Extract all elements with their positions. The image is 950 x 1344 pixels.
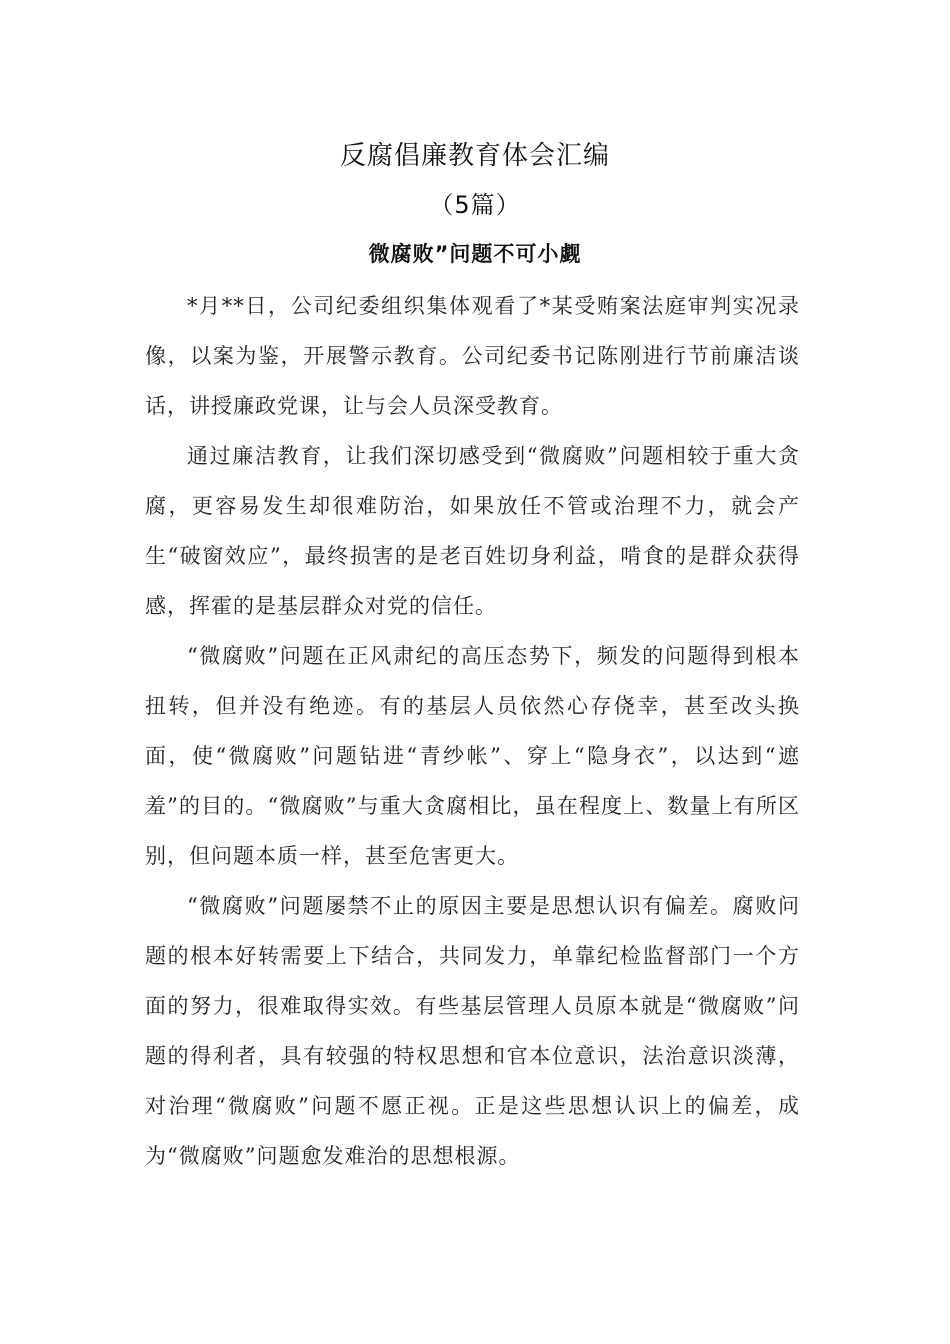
paragraph: “微腐败”问题屡禁不止的原因主要是思想认识有偏差。腐败问题的根本好转需要上下结合，共同发力，单靠纪检监督部门一个方面的努力，很难取得实效。有些基层管理人员原本就是“微腐败”问题的得利者，具有较强的特权思想和官本位意识，法治意识淡薄，对治理“微腐败”问题不愿正视。正是这些思想认识上的偏差，成为“微腐败”问题愈发难治的思想根源。 [145, 894, 800, 1168]
document-subtitle: （5篇） [429, 191, 521, 219]
paragraph: 通过廉洁教育，让我们深切感受到“微腐败”问题相较于重大贪腐，更容易发生却很难防治，如果放任不管或治理不力，就会产生“破窗效应”，最终损害的是老百姓切身利益，啃食的是群众获得感，挥霍的是基层群众对党的信任。 [145, 444, 800, 618]
document-body [145, 281, 800, 1181]
document-title: 反腐倡廉教育体会汇编 [339, 141, 610, 171]
section-heading: 微腐败”问题不可小觑 [368, 242, 582, 266]
paragraph: *月**日，公司纪委组织集体观看了*某受贿案法庭审判实况录像，以案为鉴，开展警示教育。公司纪委书记陈刚进行节前廉洁谈话，讲授廉政党课，让与会人员深受教育。 [145, 294, 800, 418]
paragraph: “微腐败”问题在正风肃纪的高压态势下，频发的问题得到根本扭转，但并没有绝迹。有的基层人员依然心存侥幸，甚至改头换面，使“微腐败”问题钻进“青纱帐”、穿上“隐身衣”，以达到“遮羞”的目的。“微腐败”与重大贪腐相比，虽在程度上、数量上有所区别，但问题本质一样，甚至危害更大。 [145, 644, 800, 868]
